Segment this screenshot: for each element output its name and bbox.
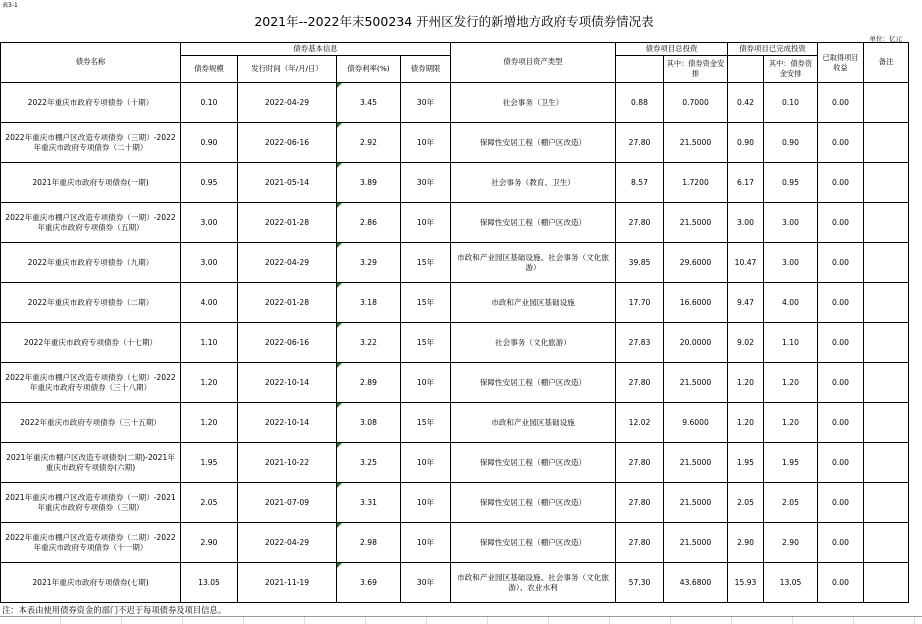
- cell-rate: 3.89: [337, 163, 401, 203]
- cell-scale: 2.90: [181, 523, 238, 563]
- cell-income: 0.00: [818, 123, 864, 163]
- cell-bond-name: 2022年重庆市棚户区改造专项债券（二期）-2022年重庆市政府专项债券（十一期）: [1, 523, 181, 563]
- cell-remark: [864, 483, 909, 523]
- cell-issue-date: 2022-04-29: [238, 243, 337, 283]
- header-rate: 债券利率(%): [337, 56, 401, 83]
- header-total-investment: 债券项目总投资: [616, 43, 728, 56]
- cell-income: 0.00: [818, 83, 864, 123]
- cell-term: 10年: [401, 483, 451, 523]
- cell-term: 10年: [401, 203, 451, 243]
- table-row: [1, 83, 909, 123]
- header-asset-type: 债券项目资产类型: [451, 43, 616, 83]
- cell-total-investment: 39.85: [616, 243, 664, 283]
- cell-completed-investment: 3.00: [728, 203, 764, 243]
- cell-asset-type: 社会事务（卫生）: [451, 83, 616, 123]
- sheet-tag: 表3-1: [2, 2, 18, 9]
- cell-issue-date: 2022-01-28: [238, 283, 337, 323]
- cell-term: 10年: [401, 123, 451, 163]
- cell-scale: 1.20: [181, 403, 238, 443]
- cell-issue-date: 2022-10-14: [238, 403, 337, 443]
- cell-rate: 3.29: [337, 243, 401, 283]
- cell-remark: [864, 163, 909, 203]
- cell-term: 30年: [401, 83, 451, 123]
- cell-completed-investment: 1.95: [728, 443, 764, 483]
- cell-asset-type: 保障性安居工程（棚户区改造）: [451, 443, 616, 483]
- bond-table: [0, 42, 909, 603]
- table-row: [1, 403, 909, 443]
- cell-completed-investment: 2.05: [728, 483, 764, 523]
- header-income: 已取得项目收益: [818, 43, 864, 83]
- cell-total-investment: 8.57: [616, 163, 664, 203]
- cell-remark: [864, 123, 909, 163]
- cell-income: 0.00: [818, 403, 864, 443]
- cell-asset-type: 保障性安居工程（棚户区改造）: [451, 523, 616, 563]
- cell-completed-investment: 0.42: [728, 83, 764, 123]
- cell-investment-bond-funds: 21.5000: [664, 203, 728, 243]
- cell-term: 30年: [401, 163, 451, 203]
- cell-asset-type: 社会事务（教育、卫生）: [451, 163, 616, 203]
- cell-remark: [864, 323, 909, 363]
- cell-completed-investment: 0.90: [728, 123, 764, 163]
- cell-income: 0.00: [818, 523, 864, 563]
- cell-total-investment: 0.88: [616, 83, 664, 123]
- cell-investment-bond-funds: 16.6000: [664, 283, 728, 323]
- cell-scale: 0.90: [181, 123, 238, 163]
- cell-rate: 2.89: [337, 363, 401, 403]
- cell-term: 15年: [401, 323, 451, 363]
- cell-investment-bond-funds: 21.5000: [664, 483, 728, 523]
- cell-completed-investment: 10.47: [728, 243, 764, 283]
- cell-issue-date: 2022-04-29: [238, 523, 337, 563]
- cell-investment-bond-funds: 43.6800: [664, 563, 728, 603]
- cell-investment-bond-funds: 21.5000: [664, 443, 728, 483]
- header-completed-bond-funds: 其中：债券资金安排: [764, 56, 818, 83]
- page-title: 2021年--2022年末500234 开州区发行的新增地方政府专项债券情况表: [254, 14, 654, 29]
- cell-term: 10年: [401, 363, 451, 403]
- cell-completed-bond-funds: 1.10: [764, 323, 818, 363]
- table-row: [1, 523, 909, 563]
- cell-rate: 3.18: [337, 283, 401, 323]
- cell-asset-type: 保障性安居工程（棚户区改造）: [451, 483, 616, 523]
- cell-completed-bond-funds: 2.90: [764, 523, 818, 563]
- cell-term: 15年: [401, 283, 451, 323]
- cell-total-investment: 27.80: [616, 123, 664, 163]
- cell-total-investment: 27.80: [616, 483, 664, 523]
- cell-completed-bond-funds: 4.00: [764, 283, 818, 323]
- cell-remark: [864, 83, 909, 123]
- cell-rate: 3.08: [337, 403, 401, 443]
- header-completed-investment-amount: [728, 56, 764, 83]
- cell-completed-investment: 1.20: [728, 403, 764, 443]
- table-row: [1, 563, 909, 603]
- table-row: [1, 243, 909, 283]
- cell-remark: [864, 243, 909, 283]
- cell-income: 0.00: [818, 323, 864, 363]
- cell-rate: 2.98: [337, 523, 401, 563]
- cell-completed-bond-funds: 13.05: [764, 563, 818, 603]
- footnote: 注：本表由使用债券资金的部门不迟于每项债券及项目信息。: [2, 605, 227, 615]
- cell-income: 0.00: [818, 243, 864, 283]
- cell-term: 15年: [401, 243, 451, 283]
- cell-completed-bond-funds: 1.95: [764, 443, 818, 483]
- cell-remark: [864, 203, 909, 243]
- cell-investment-bond-funds: 1.7200: [664, 163, 728, 203]
- table-row: [1, 163, 909, 203]
- cell-completed-investment: 9.02: [728, 323, 764, 363]
- cell-scale: 3.00: [181, 243, 238, 283]
- cell-investment-bond-funds: 0.7000: [664, 83, 728, 123]
- cell-rate: 3.25: [337, 443, 401, 483]
- cell-income: 0.00: [818, 483, 864, 523]
- cell-remark: [864, 443, 909, 483]
- cell-investment-bond-funds: 21.5000: [664, 123, 728, 163]
- cell-bond-name: 2021年重庆市棚户区改造专项债券（一期）-2021年重庆市政府专项债券（三期）: [1, 483, 181, 523]
- cell-completed-investment: 15.93: [728, 563, 764, 603]
- cell-rate: 2.92: [337, 123, 401, 163]
- cell-remark: [864, 283, 909, 323]
- cell-income: 0.00: [818, 443, 864, 483]
- cell-investment-bond-funds: 20.0000: [664, 323, 728, 363]
- header-bond-name: 债券名称: [1, 43, 181, 83]
- cell-investment-bond-funds: 21.5000: [664, 363, 728, 403]
- cell-scale: 3.00: [181, 203, 238, 243]
- cell-bond-name: 2022年重庆市政府专项债券（十期）: [1, 83, 181, 123]
- table-row: [1, 123, 909, 163]
- cell-completed-bond-funds: 0.90: [764, 123, 818, 163]
- cell-completed-bond-funds: 1.20: [764, 363, 818, 403]
- header-term: 债券期限: [401, 56, 451, 83]
- cell-rate: 3.69: [337, 563, 401, 603]
- cell-remark: [864, 563, 909, 603]
- cell-remark: [864, 363, 909, 403]
- cell-income: 0.00: [818, 283, 864, 323]
- header-total-investment-amount: [616, 56, 664, 83]
- cell-rate: 3.45: [337, 83, 401, 123]
- cell-asset-type: 保障性安居工程（棚户区改造）: [451, 123, 616, 163]
- cell-income: 0.00: [818, 203, 864, 243]
- cell-bond-name: 2022年重庆市棚户区改造专项债券（一期）-2022年重庆市政府专项债券（五期）: [1, 203, 181, 243]
- cell-scale: 2.05: [181, 483, 238, 523]
- cell-bond-name: 2021年重庆市棚户区改造专项债券(二期)-2021年重庆市政府专项债券(六期): [1, 443, 181, 483]
- cell-total-investment: 27.83: [616, 323, 664, 363]
- table-row: [1, 283, 909, 323]
- cell-issue-date: 2022-06-16: [238, 323, 337, 363]
- header-basic-info: 债券基本信息: [181, 43, 451, 56]
- cell-asset-type: 市政和产业园区基础设施: [451, 283, 616, 323]
- cell-issue-date: 2021-07-09: [238, 483, 337, 523]
- cell-scale: 1.95: [181, 443, 238, 483]
- cell-issue-date: 2022-10-14: [238, 363, 337, 403]
- cell-scale: 1.10: [181, 323, 238, 363]
- cell-issue-date: 2021-05-14: [238, 163, 337, 203]
- cell-completed-investment: 6.17: [728, 163, 764, 203]
- cell-completed-bond-funds: 3.00: [764, 243, 818, 283]
- cell-term: 10年: [401, 523, 451, 563]
- unit-label: 单位：亿元: [869, 35, 902, 43]
- cell-asset-type: 保障性安居工程（棚户区改造）: [451, 363, 616, 403]
- cell-total-investment: 27.80: [616, 443, 664, 483]
- cell-income: 0.00: [818, 363, 864, 403]
- cell-scale: 4.00: [181, 283, 238, 323]
- cell-completed-investment: 9.47: [728, 283, 764, 323]
- cell-term: 30年: [401, 563, 451, 603]
- cell-income: 0.00: [818, 163, 864, 203]
- cell-scale: 13.05: [181, 563, 238, 603]
- cell-bond-name: 2021年重庆市政府专项债券(七期): [1, 563, 181, 603]
- cell-issue-date: 2021-11-19: [238, 563, 337, 603]
- cell-total-investment: 27.80: [616, 523, 664, 563]
- cell-bond-name: 2022年重庆市棚户区改造专项债券（三期）-2022年重庆市政府专项债券（二十期）: [1, 123, 181, 163]
- table-row: [1, 483, 909, 523]
- header-scale: 债券规模: [181, 56, 238, 83]
- cell-asset-type: 社会事务（文化旅游）: [451, 323, 616, 363]
- cell-term: 15年: [401, 403, 451, 443]
- header-investment-bond-funds: 其中：债券资金安排: [664, 56, 728, 83]
- cell-bond-name: 2022年重庆市政府专项债券（二期）: [1, 283, 181, 323]
- cell-completed-investment: 2.90: [728, 523, 764, 563]
- cell-total-investment: 17.70: [616, 283, 664, 323]
- table-row: [1, 323, 909, 363]
- cell-issue-date: 2022-04-29: [238, 83, 337, 123]
- cell-bond-name: 2022年重庆市政府专项债券（九期）: [1, 243, 181, 283]
- cell-completed-bond-funds: 3.00: [764, 203, 818, 243]
- table-body: [1, 83, 909, 603]
- cell-bond-name: 2022年重庆市政府专项债券（十七期）: [1, 323, 181, 363]
- header-completed-investment: 债券项目已完成投资: [728, 43, 818, 56]
- cell-investment-bond-funds: 21.5000: [664, 523, 728, 563]
- cell-completed-bond-funds: 0.10: [764, 83, 818, 123]
- header-remarks: 备注: [864, 43, 909, 83]
- cell-rate: 3.22: [337, 323, 401, 363]
- cell-rate: 3.31: [337, 483, 401, 523]
- cell-bond-name: 2022年重庆市政府专项债券（三十五期）: [1, 403, 181, 443]
- cell-income: 0.00: [818, 563, 864, 603]
- cell-investment-bond-funds: 9.6000: [664, 403, 728, 443]
- cell-scale: 0.10: [181, 83, 238, 123]
- table-row: [1, 443, 909, 483]
- cell-completed-bond-funds: 0.95: [764, 163, 818, 203]
- cell-asset-type: 市政和产业园区基础设施: [451, 403, 616, 443]
- cell-asset-type: 保障性安居工程（棚户区改造）: [451, 203, 616, 243]
- table-row: [1, 363, 909, 403]
- cell-scale: 0.95: [181, 163, 238, 203]
- cell-issue-date: 2022-01-28: [238, 203, 337, 243]
- cell-total-investment: 27.80: [616, 363, 664, 403]
- header-issue-date: 发行时间（年/月/日）: [238, 56, 337, 83]
- cell-asset-type: 市政和产业园区基础设施、社会事务（文化旅游）、农业水利: [451, 563, 616, 603]
- cell-investment-bond-funds: 29.6000: [664, 243, 728, 283]
- cell-asset-type: 市政和产业园区基础设施、社会事务（文化旅游）: [451, 243, 616, 283]
- cell-bond-name: 2021年重庆市政府专项债券(一期): [1, 163, 181, 203]
- table-row: [1, 203, 909, 243]
- cell-remark: [864, 523, 909, 563]
- cell-issue-date: 2022-06-16: [238, 123, 337, 163]
- cell-term: 10年: [401, 443, 451, 483]
- cell-total-investment: 27.80: [616, 203, 664, 243]
- cell-issue-date: 2021-10-22: [238, 443, 337, 483]
- cell-remark: [864, 403, 909, 443]
- cell-completed-investment: 1.20: [728, 363, 764, 403]
- cell-total-investment: 57.30: [616, 563, 664, 603]
- cell-total-investment: 12.02: [616, 403, 664, 443]
- sheet-bottom-edge: [0, 616, 922, 624]
- cell-scale: 1.20: [181, 363, 238, 403]
- cell-completed-bond-funds: 1.20: [764, 403, 818, 443]
- cell-bond-name: 2022年重庆市棚户区改造专项债券（七期）-2022年重庆市政府专项债券（三十八期）: [1, 363, 181, 403]
- cell-rate: 2.86: [337, 203, 401, 243]
- cell-completed-bond-funds: 2.05: [764, 483, 818, 523]
